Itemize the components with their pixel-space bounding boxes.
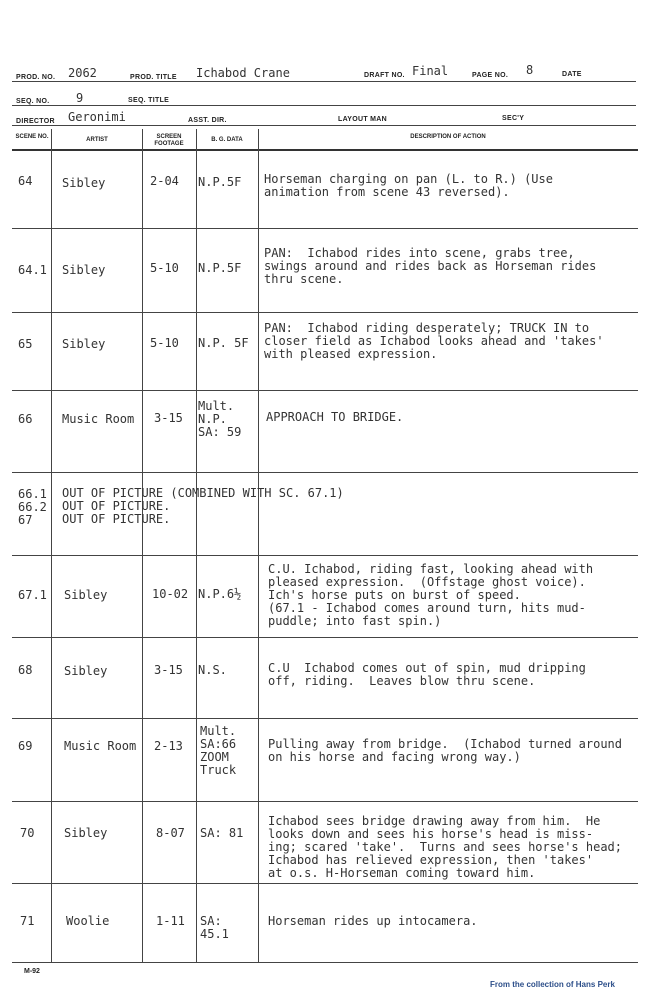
seq-no-value: 9 xyxy=(76,91,84,105)
col-artist: ARTIST xyxy=(86,137,108,143)
scene-no: 65 xyxy=(18,337,33,351)
prod-title-value: Ichabod Crane xyxy=(196,66,290,80)
secy-label: SEC'Y xyxy=(502,115,525,122)
scene-no: 69 xyxy=(18,739,33,753)
bg-data: SA: 45.1 xyxy=(200,914,229,941)
screen-footage: 8-07 xyxy=(156,826,185,840)
bg-data: N.P. 5F xyxy=(198,336,249,350)
scene-no: 64 xyxy=(18,174,33,188)
header-rule-2 xyxy=(12,105,636,106)
description: C.U. Ichabod, riding fast, looking ahead with pleased expression. (Offstage ghost voice). Ich's horse puts on burst of speed. (67.1 - Ichabod comes around turn, hits mud- puddle; into fast spin.) xyxy=(268,562,594,628)
artist: Sibley xyxy=(64,826,108,840)
row-rule xyxy=(12,312,638,313)
scene-no: 67.1 xyxy=(18,588,47,602)
scene-no: 66 xyxy=(18,412,33,426)
header-rule-1 xyxy=(12,81,636,82)
screen-footage: 3-15 xyxy=(154,663,183,677)
screen-footage: 10-02 xyxy=(152,587,189,601)
row-rule xyxy=(12,637,638,638)
screen-footage: 3-15 xyxy=(154,411,183,425)
col-scene-no: SCENE NO. xyxy=(15,134,49,140)
artist: Sibley xyxy=(62,337,106,351)
draft-no-value: Final xyxy=(412,64,449,78)
prod-title-label: PROD. TITLE xyxy=(130,74,177,81)
director-value: Geronimi xyxy=(68,110,126,124)
description: C.U Ichabod comes out of spin, mud dripping off, riding. Leaves blow thru scene. xyxy=(268,661,586,688)
col-rule-1 xyxy=(51,129,52,962)
scene-no: 66.1 66.2 67 xyxy=(18,487,47,527)
bg-data: Mult. N.P. SA: 59 xyxy=(198,399,242,439)
scene-no: 71 xyxy=(20,914,35,928)
seq-no-label: SEQ. NO. xyxy=(16,98,50,105)
row-rule xyxy=(12,390,638,391)
row-rule xyxy=(12,472,638,473)
page-no-label: PAGE NO. xyxy=(472,72,509,79)
row-rule xyxy=(12,555,638,556)
col-bg-data: B. G. DATA xyxy=(211,137,243,143)
header-rule-3 xyxy=(12,125,636,126)
column-head-rule xyxy=(12,149,638,151)
director-label: DIRECTOR xyxy=(16,118,55,125)
row-rule xyxy=(12,962,638,963)
screen-footage: 1-11 xyxy=(156,914,185,928)
artist: Sibley xyxy=(64,664,108,678)
bg-data: Mult. SA:66 ZOOM Truck xyxy=(200,724,237,777)
description: PAN: Ichabod rides into scene, grabs tree, swings around and rides back as Horseman rides thru scene. xyxy=(264,246,597,286)
artist: Sibley xyxy=(62,263,106,277)
bg-data: N.P.5F xyxy=(198,261,242,275)
collection-credit: From the collection of Hans Perk xyxy=(490,980,615,989)
artist: Sibley xyxy=(62,176,106,190)
col-rule-4 xyxy=(258,129,259,962)
description: PAN: Ichabod riding desperately; TRUCK IN to closer field as Ichabod looks ahead and 'takes' with pleased expression. xyxy=(264,321,604,361)
scene-no: 68 xyxy=(18,663,33,677)
artist: Music Room xyxy=(64,739,137,753)
page-no-value: 8 xyxy=(526,63,534,77)
description: APPROACH TO BRIDGE. xyxy=(266,410,404,424)
artist: Sibley xyxy=(64,588,108,602)
prod-no-value: 2062 xyxy=(68,66,97,80)
bg-data: SA: 81 xyxy=(200,826,244,840)
col-rule-3 xyxy=(196,129,197,962)
bg-data: N.S. xyxy=(198,663,227,677)
seq-title-label: SEQ. TITLE xyxy=(128,97,170,104)
row-rule xyxy=(12,718,638,719)
draft-no-label: DRAFT NO. xyxy=(364,72,405,79)
row-rule xyxy=(12,883,638,884)
description: Horseman rides up intocamera. xyxy=(268,914,478,928)
col-screen-footage: SCREEN FOOTAGE xyxy=(154,134,184,147)
out-of-picture-note: OUT OF PICTURE (COMBINED WITH SC. 67.1) OUT OF PICTURE. OUT OF PICTURE. xyxy=(62,486,344,526)
scene-no: 64.1 xyxy=(18,263,47,277)
form-number: M-92 xyxy=(24,968,40,975)
row-rule xyxy=(12,228,638,229)
layout-man-label: LAYOUT MAN xyxy=(338,116,388,123)
description: Pulling away from bridge. (Ichabod turned around on his horse and facing wrong way.) xyxy=(268,737,623,764)
prod-no-label: PROD. NO. xyxy=(16,74,56,81)
description: Ichabod sees bridge drawing away from him. He looks down and sees his horse's head is miss- ing; scared 'take'. Turns and sees horse's head; Ichabod has relieved expression, then 'takes' at o.s. H-Horseman coming toward him. xyxy=(268,814,623,880)
screen-footage: 2-13 xyxy=(154,739,183,753)
date-label: DATE xyxy=(562,71,582,78)
col-rule-2 xyxy=(142,129,143,962)
scene-no: 70 xyxy=(20,826,35,840)
col-description: DESCRIPTION OF ACTION xyxy=(410,134,486,140)
asst-dir-label: ASST. DIR. xyxy=(188,117,227,124)
bg-data: N.P.6½ xyxy=(198,587,242,601)
description: Horseman charging on pan (L. to R.) (Use animation from scene 43 reversed). xyxy=(264,172,553,199)
screen-footage: 5-10 xyxy=(150,261,179,275)
artist: Woolie xyxy=(66,914,110,928)
screen-footage: 5-10 xyxy=(150,336,179,350)
screen-footage: 2-04 xyxy=(150,174,179,188)
artist: Music Room xyxy=(62,412,135,426)
bg-data: N.P.5F xyxy=(198,175,242,189)
row-rule xyxy=(12,801,638,802)
